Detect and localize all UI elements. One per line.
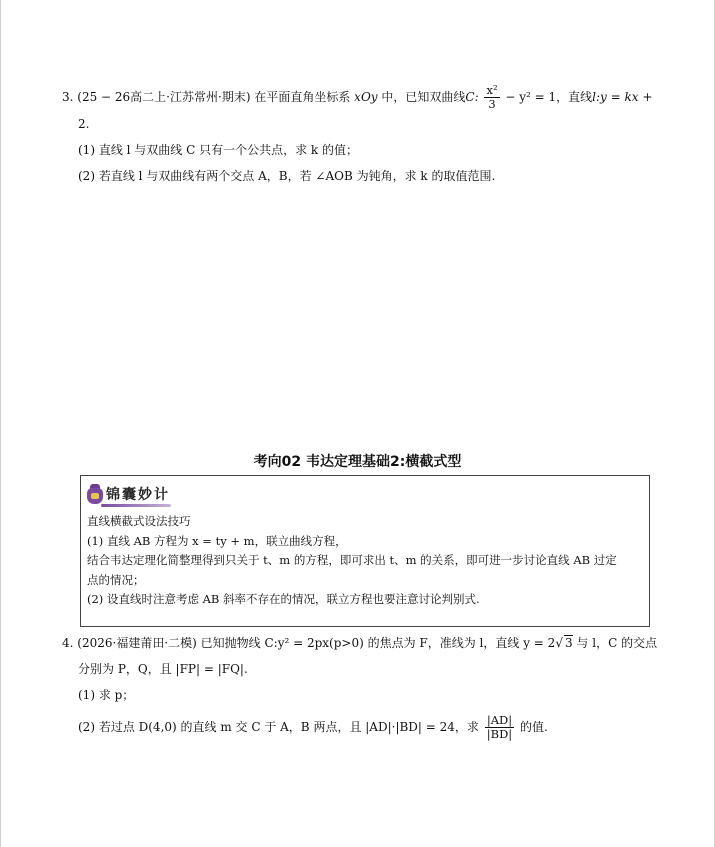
tip-line: 结合韦达定理化简整理得到只关于 t、m 的方程，即可求出 t、m 的关系，即可进一步讨论直线 AB 过定: [87, 553, 617, 567]
fraction-numerator: x²: [486, 83, 498, 97]
curve-label: C:: [465, 90, 479, 104]
question-1: (1) 求 p；: [78, 688, 135, 702]
problem-3-stem: [62, 84, 677, 111]
problem-text: 与 l，C 的交点: [572, 636, 658, 650]
problem-text: 中，已知双曲线: [381, 90, 466, 104]
fraction: [484, 84, 499, 111]
tip-badge-title: 锦囊妙计: [106, 487, 170, 503]
tip-line: (2) 设直线时注意考虑 AB 斜率不存在的情况，联立方程也要注意讨论判别式.: [87, 592, 480, 606]
question-2: (2) 若直线 l 与双曲线有两个交点 A，B，若 ∠AOB 为钝角，求 k 的取值范围.: [78, 169, 496, 183]
section-heading: 考向02 韦达定理基础2:横截式型: [253, 454, 462, 470]
problem-text: 已知抛物线 C:y² = 2px(p>0) 的焦点为 F，准线为 l，直线 y = 2: [200, 636, 556, 650]
problem-text-wrap: 2.: [78, 117, 90, 131]
fraction-denominator: |BD|: [486, 727, 513, 741]
sqrt-symbol: √: [555, 636, 563, 650]
tip-line: (1) 直线 AB 方程为 x = ty + m，联立曲线方程，: [87, 533, 347, 548]
question-text: 的值.: [520, 720, 548, 734]
problem-number: 3.: [62, 90, 74, 104]
sqrt-radicand: 3: [564, 636, 573, 650]
page-left-border: [0, 0, 1, 847]
problem-3: [62, 84, 677, 189]
problem-source: (2026·福建莆田·二模): [77, 636, 197, 650]
problem-text: 在平面直角坐标系: [254, 90, 351, 104]
fraction: [485, 714, 514, 741]
coordinate-system: xOy: [354, 90, 378, 104]
line-equation: l:y = kx +: [592, 90, 653, 104]
question-text: (2) 若过点 D(4,0) 的直线 m 交 C 于 A，B 两点，且 |AD|·|BD| = 24，求: [78, 720, 479, 734]
tip-line: 直线横截式设法技巧: [87, 514, 191, 528]
problem-4: [62, 630, 677, 741]
problem-number: 4.: [62, 636, 74, 650]
problem-4-stem: [62, 630, 677, 656]
tip-badge: [87, 481, 170, 507]
question-1: (1) 直线 l 与双曲线 C 只有一个公共点，求 k 的值；: [78, 143, 358, 157]
tip-line: 点的情况；: [87, 572, 145, 587]
question-2: [62, 714, 677, 741]
money-bag-icon: [87, 484, 103, 504]
problem-text-wrap: 分别为 P，Q，且 |FP| = |FQ|.: [78, 662, 248, 676]
badge-underline: [101, 504, 171, 507]
tip-lines: [87, 512, 643, 610]
problem-text: − y² = 1，直线: [501, 90, 593, 104]
fraction-denominator: 3: [488, 97, 496, 111]
tip-box: [80, 475, 650, 627]
problem-source: (25 − 26高二上·江苏常州·期末): [77, 90, 251, 104]
fraction-numerator: |AD|: [485, 714, 514, 728]
